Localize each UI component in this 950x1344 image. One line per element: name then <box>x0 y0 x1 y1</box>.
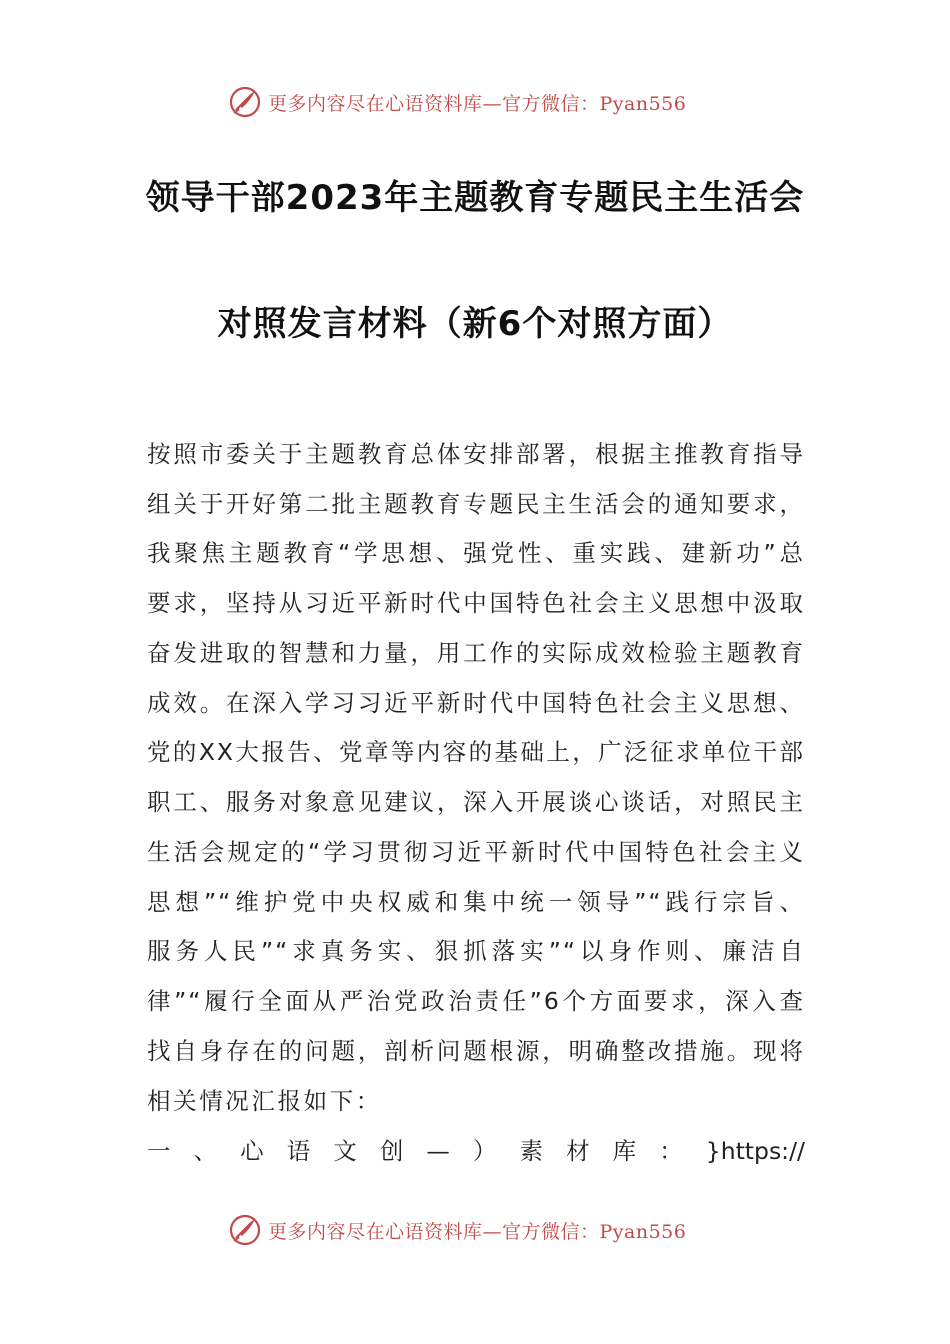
heading-token: 心 <box>240 1137 264 1165</box>
paragraph-line: 奋发进取的智慧和力量，用工作的实际成效检验主题教育 <box>147 639 805 667</box>
quill-logo-icon <box>228 85 262 119</box>
paragraph-line: 党的XX大报告、党章等内容的基础上，广泛征求单位干部 <box>147 738 805 766</box>
paragraph-line: 按照市委关于主题教育总体安排部署，根据主推教育指导 <box>147 440 805 468</box>
heading-token: 文 <box>333 1137 357 1165</box>
paragraph-line: 找自身存在的问题，剖析问题根源，明确整改措施。现将 <box>147 1037 805 1065</box>
url-fragment: }https:// <box>705 1137 805 1165</box>
paragraph-line: 成效。在深入学习习近平新时代中国特色社会主义思想、 <box>147 689 805 717</box>
heading-token: 一 <box>147 1137 171 1165</box>
heading-token: — <box>426 1137 450 1165</box>
watermark-text: 更多内容尽在心语资料库—官方微信：Pyan556 <box>268 92 687 115</box>
paragraph-line: 相关情况汇报如下： <box>147 1087 382 1115</box>
paragraph-line: 要求，坚持从习近平新时代中国特色社会主义思想中汲取 <box>147 589 805 617</box>
paragraph-line: 思想”“维护党中央权威和集中统一领导”“践行宗旨、 <box>147 888 805 916</box>
paragraph-line: 我聚焦主题教育“学思想、强党性、重实践、建新功”总 <box>147 539 805 567</box>
watermark-banner-bottom <box>228 1210 686 1250</box>
heading-token: 、 <box>193 1137 218 1165</box>
paragraph-line: 服务人民”“求真务实、狠抓落实”“以身作则、廉洁自 <box>147 937 805 965</box>
heading-token: 库 <box>612 1137 637 1165</box>
quill-logo-icon <box>228 1213 262 1247</box>
paragraph-line: 律”“履行全面从严治党政治责任”6个方面要求，深入查 <box>147 987 805 1015</box>
heading-token: 语 <box>286 1137 311 1165</box>
watermark-banner-top <box>228 82 686 122</box>
heading-token: 创 <box>379 1137 404 1165</box>
heading-token: ） <box>472 1137 497 1165</box>
document-title-line-2: 对照发言材料（新6个对照方面） <box>217 304 733 344</box>
watermark-text: 更多内容尽在心语资料库—官方微信：Pyan556 <box>268 1220 687 1243</box>
heading-token: 素 <box>519 1137 543 1165</box>
paragraph-line: 职工、服务对象意见建议，深入开展谈心谈话，对照民主 <box>147 788 805 816</box>
heading-token: 材 <box>566 1137 590 1165</box>
section-heading-line <box>147 1135 805 1167</box>
paragraph-line: 生活会规定的“学习贯彻习近平新时代中国特色社会主义 <box>147 838 805 866</box>
heading-token: ： <box>659 1137 683 1165</box>
document-title-line-1: 领导干部2023年主题教育专题民主生活会 <box>145 178 805 218</box>
paragraph-line: 组关于开好第二批主题教育专题民主生活会的通知要求， <box>147 490 805 518</box>
